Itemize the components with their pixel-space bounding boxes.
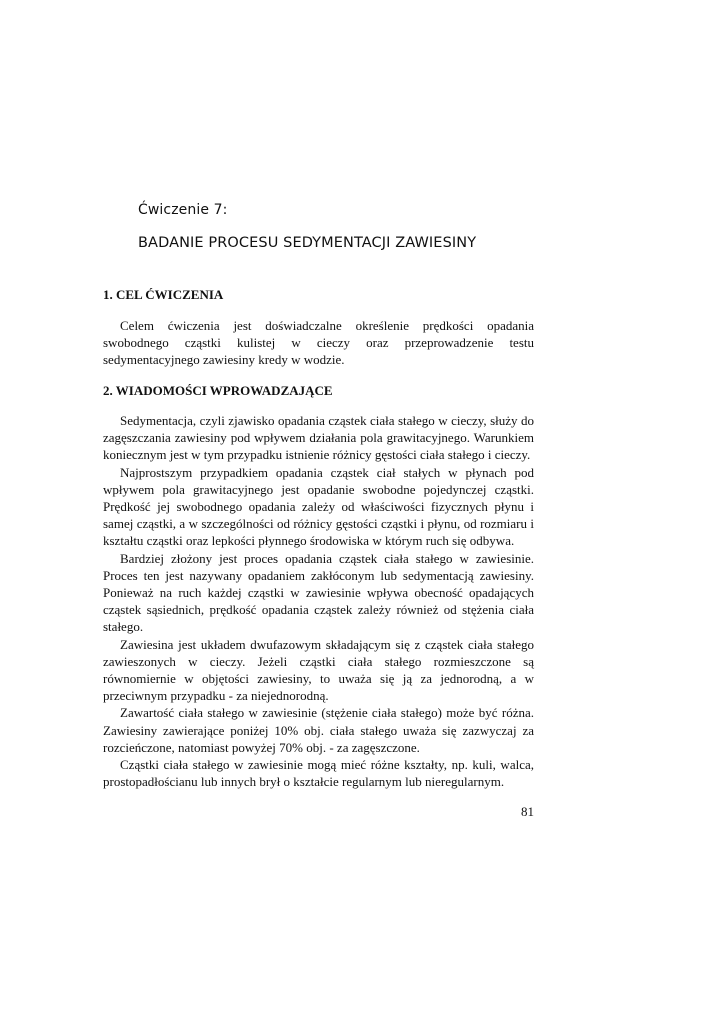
paragraph: Zawartość ciała stałego w zawiesinie (stężenie ciała stałego) może być różna. Zawiesiny zawierające poniżej 10% obj. ciała stałego uważa się zazwyczaj za rozcieńczone, natomiast powyżej 70% obj. - za zagęszczone. xyxy=(103,705,534,755)
section-body-introduction xyxy=(103,412,534,790)
paragraph: Zawiesina jest układem dwufazowym składającym się z cząstek ciała stałego zawieszonych w cieczy. Jeżeli cząstki ciała stałego rozmieszczone są równomiernie w objętości zawiesiny, to uważa się ją za jednorodną, a w przeciwnym przypadku - za niejednorodną. xyxy=(103,636,534,704)
paragraph: Najprostszym przypadkiem opadania cząstek ciał stałych w płynach pod wpływem pola grawitacyjnego jest opadanie swobodne pojedynczej cząstki. Prędkość jej swobodnego opadania zależy od właściwości fizycznych płynu i samej cząstki, a w szczególności od różnicy gęstości cząstki i płynu, od rozmiaru i kształtu cząstki oraz lepkości płynnego środowiska w którym ruch się odbywa. xyxy=(103,464,534,549)
section-heading-goal: 1. CEL ĆWICZENIA xyxy=(103,287,224,302)
exercise-label: Ćwiczenie 7: xyxy=(138,202,228,218)
paragraph: Sedymentacja, czyli zjawisko opadania cząstek ciała stałego w cieczy, służy do zagęszczania zawiesiny pod wpływem działania pola grawitacyjnego. Warunkiem koniecznym jest w tym przypadku istnienie różnicy gęstości ciała stałego i cieczy. xyxy=(103,413,534,463)
section-heading-introduction: 2. WIADOMOŚCI WPROWADZAJĄCE xyxy=(103,383,333,398)
paragraph: Celem ćwiczenia jest doświadczalne określenie prędkości opadania swobodnego cząstki kulistej w cieczy oraz przeprowadzenie testu sedymentacyjnego zawiesiny kredy w wodzie. xyxy=(103,318,534,368)
paragraph: Cząstki ciała stałego w zawiesinie mogą mieć różne kształty, np. kuli, walca, prostopadłościanu lub innych brył o kształcie regularnym lub nieregularnym. xyxy=(103,757,534,790)
section-body-goal xyxy=(103,317,534,369)
page-number: 81 xyxy=(521,804,534,819)
paragraph: Bardziej złożony jest proces opadania cząstek ciała stałego w zawiesinie. Proces ten jest nazywany opadaniem zakłóconym lub sedymentacją zawiesiny. Ponieważ na ruch każdej cząstki w zawiesinie wpływa obecność opadających cząstek sąsiednich, prędkość opadania cząstek zależy również od stężenia ciała stałego. xyxy=(103,550,534,635)
exercise-title: BADANIE PROCESU SEDYMENTACJI ZAWIESINY xyxy=(138,235,477,251)
